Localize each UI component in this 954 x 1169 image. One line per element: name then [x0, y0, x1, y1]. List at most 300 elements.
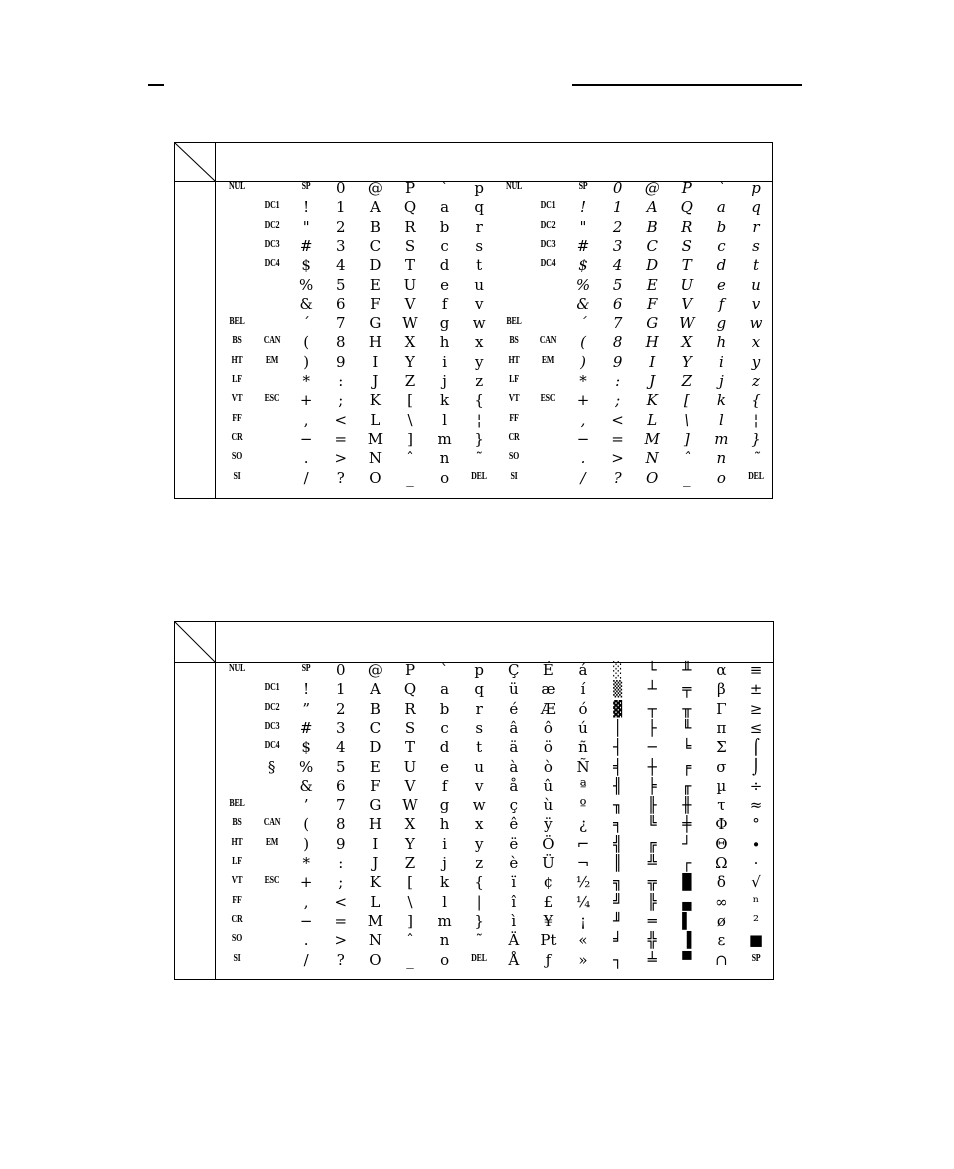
char-cell: a	[440, 680, 450, 699]
char-cell: SI	[233, 951, 241, 964]
char-cell: ¼	[575, 892, 591, 911]
char-cell: 4	[336, 256, 346, 275]
char-cell: ,	[580, 410, 586, 429]
char-cell: ╚	[647, 815, 657, 834]
char-cell: ì	[511, 911, 517, 930]
char-cell: j	[442, 372, 447, 390]
char-cell: :	[338, 372, 344, 390]
char-cell: *	[302, 372, 310, 390]
char-cell: I	[372, 352, 379, 371]
char-cell: NUL	[505, 180, 522, 192]
char-cell: §	[267, 757, 276, 776]
char-cell: ┘	[682, 834, 692, 853]
char-cell: 7	[336, 314, 346, 333]
char-cell: K	[369, 391, 381, 410]
char-cell: └	[647, 661, 657, 679]
char-cell: CAN	[263, 334, 280, 347]
char-cell: F	[370, 776, 381, 795]
char-cell: $	[301, 738, 311, 757]
char-cell: VT	[231, 392, 243, 405]
char-cell: +	[576, 391, 590, 410]
char-cell: SP	[301, 180, 311, 192]
char-cell: #	[576, 236, 590, 255]
char-cell: τ	[717, 796, 726, 815]
char-cell: █	[682, 873, 692, 892]
char-cell: J	[372, 854, 379, 872]
char-cell: N	[368, 931, 382, 950]
char-cell: <	[334, 892, 348, 911]
char-cell: ]	[407, 429, 413, 448]
char-cell: ñ	[578, 738, 588, 757]
char-cell: +	[299, 873, 313, 892]
char-cell: l	[442, 410, 447, 429]
char-cell: DEL	[471, 951, 488, 964]
char-cell: C	[646, 236, 658, 255]
char-cell: B	[369, 217, 381, 236]
char-cell: m	[714, 429, 729, 448]
char-cell: X	[681, 333, 693, 352]
char-cell: D	[369, 256, 382, 275]
char-cell: J	[649, 372, 656, 390]
char-cell: @	[644, 179, 660, 197]
char-cell: \	[407, 892, 413, 911]
char-cell: «	[578, 931, 588, 950]
char-cell: l	[442, 892, 447, 911]
char-cell: }	[751, 429, 761, 448]
char-cell: j	[442, 854, 447, 872]
char-cell: û	[543, 776, 554, 795]
char-cell: 8	[336, 333, 346, 352]
char-cell: (	[303, 815, 310, 834]
char-cell: v	[751, 294, 761, 313]
char-cell: ¡	[579, 911, 587, 930]
char-cell: /	[580, 468, 586, 487]
char-cell: >	[334, 931, 348, 950]
char-cell: NUL	[228, 662, 246, 674]
char-cell: 3	[336, 718, 346, 737]
char-cell: ;	[338, 873, 344, 892]
char-cell: /	[303, 950, 309, 969]
char-cell: ╩	[647, 854, 657, 872]
char-cell: D	[369, 738, 382, 757]
char-cell: Ä	[508, 931, 520, 950]
char-cell: Φ	[715, 815, 728, 834]
char-cell: ε	[717, 931, 726, 950]
char-cell: Y	[405, 834, 415, 853]
char-cell: BEL	[506, 315, 522, 328]
char-cell: Z	[681, 372, 693, 390]
char-cell: ∞	[715, 892, 728, 911]
char-cell: ¦	[476, 410, 482, 429]
char-cell: ;	[615, 391, 621, 410]
char-cell: V	[404, 776, 416, 795]
char-cell: G	[646, 314, 659, 333]
char-cell: O	[369, 950, 382, 969]
character-code-table-1	[174, 142, 773, 499]
char-cell: f	[441, 776, 448, 795]
char-cell: Ñ	[576, 757, 590, 776]
char-cell: ▄	[682, 892, 692, 911]
char-cell: EM	[265, 835, 278, 848]
char-cell: 8	[612, 333, 623, 352]
char-cell: r	[752, 217, 760, 236]
char-cell: G	[369, 796, 382, 815]
char-cell: t	[752, 256, 760, 275]
char-cell: │	[613, 718, 623, 737]
char-cell: ┴	[647, 680, 657, 699]
char-cell: t	[476, 256, 483, 275]
char-cell: V	[404, 294, 416, 313]
char-cell: >	[334, 449, 348, 468]
char-cell: ö	[543, 738, 553, 757]
char-cell: E	[369, 275, 381, 294]
char-cell: SP	[751, 951, 761, 964]
char-cell: o	[440, 468, 450, 487]
char-cell: y	[751, 352, 761, 371]
char-cell: i	[718, 352, 724, 371]
char-cell: CR	[508, 430, 520, 443]
char-cell: `	[440, 661, 449, 679]
char-cell: d	[716, 256, 727, 275]
char-cell: ∩	[715, 950, 728, 969]
char-cell: a	[440, 198, 450, 217]
char-cell: U	[680, 275, 694, 294]
char-cell: z	[475, 372, 484, 390]
char-cell: ¿	[578, 815, 588, 834]
char-cell: 5	[612, 275, 623, 294]
char-cell: f	[718, 294, 725, 313]
char-cell: 7	[612, 314, 623, 333]
char-cell: .	[580, 449, 586, 468]
char-cell: ]	[683, 429, 690, 448]
char-cell: $	[301, 256, 311, 275]
char-cell: =	[611, 429, 624, 448]
char-cell: ■	[748, 931, 764, 950]
char-cell: ò	[543, 757, 553, 776]
char-cell: HT	[231, 353, 243, 366]
char-cell: k	[716, 391, 726, 410]
char-cell: H	[368, 333, 382, 352]
char-cell: ÿ	[544, 815, 553, 834]
char-cell: F	[370, 294, 381, 313]
char-cell: ˆ	[406, 449, 414, 468]
char-cell: n	[716, 449, 727, 468]
char-cell: VT	[508, 392, 520, 405]
char-cell: b	[439, 699, 450, 718]
char-cell: o	[716, 468, 726, 487]
char-cell: ─	[647, 738, 657, 757]
char-cell: É	[542, 661, 554, 679]
char-cell: ╖	[613, 796, 623, 815]
char-cell: %	[299, 757, 314, 776]
char-cell: ˆ	[406, 931, 414, 950]
char-cell: p	[474, 661, 484, 679]
char-cell: 7	[336, 796, 346, 815]
char-cell: e	[440, 275, 450, 294]
char-cell: ≥	[749, 699, 763, 718]
char-cell: º	[579, 796, 587, 815]
char-cell: @	[367, 661, 383, 679]
char-cell: ?	[336, 950, 345, 969]
char-cell: DEL	[748, 469, 764, 482]
char-cell: <	[334, 410, 348, 429]
char-cell: X	[404, 333, 416, 352]
char-cell: o	[440, 950, 450, 969]
char-cell: ¥	[543, 911, 554, 930]
char-cell: ²	[752, 911, 759, 930]
char-cell: h	[439, 333, 450, 352]
char-cell: ▌	[682, 911, 692, 930]
char-cell: æ	[541, 680, 556, 699]
char-cell: á	[578, 661, 588, 679]
char-cell: FF	[509, 411, 519, 424]
char-cell: ╕	[613, 815, 623, 834]
char-cell: ?	[336, 468, 345, 487]
char-cell: C	[369, 718, 382, 737]
char-cell: Q	[403, 198, 417, 217]
char-cell: ´	[579, 314, 587, 333]
char-cell: BEL	[229, 315, 245, 328]
char-cell: W	[679, 314, 695, 333]
char-cell: ┐	[613, 950, 623, 969]
char-cell: ƒ	[545, 950, 552, 969]
char-cell: ½	[575, 873, 591, 892]
char-cell: 1	[612, 198, 623, 217]
char-cell: L	[370, 410, 381, 429]
char-cell: DC4	[541, 257, 556, 270]
char-cell: e	[440, 757, 450, 776]
char-cell: 9	[336, 352, 346, 371]
char-cell: FF	[232, 411, 242, 424]
char-cell: ó	[578, 699, 588, 718]
char-cell: y	[474, 834, 484, 853]
char-cell: R	[404, 699, 416, 718]
char-cell: k	[440, 873, 450, 892]
char-cell: q	[751, 198, 761, 217]
char-cell: W	[402, 796, 418, 815]
char-cell: &	[299, 776, 313, 795]
char-cell: }	[474, 911, 484, 930]
char-cell: ∙	[752, 834, 760, 853]
char-cell: `	[717, 179, 726, 197]
char-cell: 2	[612, 217, 623, 236]
char-cell: P	[681, 179, 692, 197]
char-cell: NUL	[228, 180, 246, 192]
char-cell: ╪	[682, 815, 692, 834]
char-cell: w	[472, 796, 486, 815]
char-cell: s	[475, 718, 484, 737]
char-cell: Z	[404, 372, 416, 390]
table-corner-diagonal	[175, 622, 215, 662]
char-cell: !	[303, 680, 310, 699]
char-cell: I	[372, 834, 379, 853]
char-cell: .	[303, 931, 309, 950]
char-cell: :	[615, 372, 621, 390]
char-cell: ¦	[753, 410, 759, 429]
char-cell: }	[474, 429, 484, 448]
char-cell: Ö	[542, 834, 555, 853]
char-cell: )	[580, 352, 586, 371]
char-cell: N	[368, 449, 382, 468]
char-cell: ”	[302, 699, 311, 718]
char-cell: {	[474, 873, 484, 892]
char-cell: Σ	[716, 738, 727, 757]
char-cell: u	[474, 275, 485, 294]
char-cell: BS	[232, 816, 242, 829]
char-cell: N	[645, 449, 659, 468]
char-cell: S	[404, 718, 416, 737]
char-cell: ü	[508, 680, 519, 699]
char-cell: i	[442, 352, 447, 371]
char-cell: ▓	[613, 699, 623, 718]
char-cell: .	[303, 449, 309, 468]
char-cell: x	[474, 815, 484, 834]
char-cell: *	[579, 372, 587, 390]
char-cell: P	[404, 179, 416, 197]
char-cell: ╡	[613, 757, 623, 776]
table-column-line	[215, 622, 216, 979]
char-cell: ╤	[682, 680, 692, 699]
char-cell: ,	[303, 410, 309, 429]
char-cell: ╗	[613, 873, 623, 892]
char-cell: ╛	[613, 931, 623, 950]
char-cell: £	[543, 892, 554, 911]
char-cell: \	[684, 410, 690, 429]
char-cell: HT	[231, 835, 243, 848]
char-cell: DC4	[264, 739, 279, 752]
char-cell: n	[439, 449, 450, 468]
char-cell: DC3	[264, 237, 279, 250]
char-cell: ú	[578, 718, 588, 737]
char-cell: S	[404, 236, 416, 255]
char-cell: =	[334, 429, 348, 448]
char-cell: CR	[231, 912, 243, 925]
char-cell: ╠	[647, 892, 657, 911]
char-cell: í	[580, 680, 586, 699]
char-cell: SO	[508, 450, 519, 463]
char-cell: R	[404, 217, 416, 236]
char-cell: Θ	[715, 834, 728, 853]
char-cell: HT	[508, 353, 520, 366]
char-cell: R	[681, 217, 693, 236]
char-cell: #	[299, 718, 313, 737]
char-cell: ╘	[682, 738, 692, 757]
char-cell: −	[299, 911, 313, 930]
char-cell: [	[407, 391, 413, 410]
char-cell: 0	[336, 179, 346, 197]
char-cell: ⁿ	[752, 892, 760, 911]
char-cell: T	[681, 256, 692, 275]
char-cell: ┼	[647, 757, 657, 776]
char-cell: ¬	[576, 854, 590, 872]
char-cell: ╔	[647, 834, 657, 853]
char-cell: ?	[613, 468, 622, 487]
char-cell: δ	[716, 873, 726, 892]
char-cell: r	[475, 699, 483, 718]
char-cell: 0	[612, 179, 623, 197]
char-cell: |	[476, 892, 482, 911]
char-cell: s	[475, 236, 484, 255]
char-cell: )	[303, 834, 310, 853]
char-cell: ë	[509, 834, 519, 853]
char-cell: l	[718, 410, 724, 429]
char-cell: 6	[336, 776, 346, 795]
char-cell: O	[646, 468, 659, 487]
char-cell: {	[751, 391, 761, 410]
char-cell: SI	[233, 469, 241, 482]
char-cell: F	[646, 294, 658, 313]
char-cell: ░	[613, 661, 623, 679]
char-cell: O	[369, 468, 382, 487]
char-cell: ╣	[613, 834, 623, 853]
char-cell: "	[302, 217, 310, 236]
char-cell: ▀	[682, 950, 692, 969]
char-cell: ╞	[647, 776, 657, 795]
char-cell: g	[439, 314, 450, 333]
char-cell: 3	[612, 236, 623, 255]
char-cell: K	[646, 391, 658, 410]
char-cell: ≡	[749, 661, 763, 679]
char-cell: b	[439, 217, 450, 236]
char-cell: d	[439, 738, 450, 757]
char-cell: DC1	[541, 199, 556, 212]
char-cell: _	[406, 468, 414, 487]
char-cell: h	[716, 333, 727, 352]
char-cell: %	[299, 275, 314, 294]
char-cell: ╨	[682, 661, 692, 679]
char-cell: ï	[511, 873, 517, 892]
char-cell: ╝	[613, 892, 623, 911]
char-cell: E	[369, 757, 381, 776]
char-cell: Q	[403, 680, 417, 699]
char-cell: ⌡	[752, 757, 760, 776]
char-cell: 2	[336, 699, 346, 718]
char-cell: e	[716, 275, 726, 294]
char-cell: T	[404, 256, 415, 275]
char-cell: q	[474, 680, 484, 699]
char-cell: c	[440, 236, 449, 255]
char-cell: y	[474, 352, 484, 371]
char-cell: 1	[336, 198, 346, 217]
char-cell: _	[406, 950, 414, 969]
char-cell: EM	[265, 353, 278, 366]
char-cell: ª	[579, 776, 587, 795]
char-cell: σ	[716, 757, 727, 776]
char-cell: @	[367, 179, 383, 197]
char-cell: ±	[749, 680, 763, 699]
char-cell: ä	[509, 738, 519, 757]
header-rule-right	[572, 84, 802, 86]
char-cell: å	[509, 776, 519, 795]
char-cell: Q	[680, 198, 693, 217]
char-cell: j	[719, 372, 724, 390]
char-cell: L	[370, 892, 381, 911]
char-cell: 6	[612, 294, 623, 313]
char-cell: H	[645, 333, 659, 352]
char-cell: w	[749, 314, 763, 333]
char-cell: ╥	[682, 699, 692, 718]
char-cell: n	[439, 931, 450, 950]
char-cell: ▐	[682, 931, 692, 950]
char-cell: L	[647, 410, 658, 429]
character-code-table-2	[174, 621, 774, 980]
char-cell: é	[509, 699, 519, 718]
char-cell: \	[407, 410, 413, 429]
header-rule-left	[148, 84, 164, 86]
char-cell: u	[751, 275, 761, 294]
char-cell: ╒	[682, 757, 692, 776]
char-cell: ≈	[749, 796, 763, 815]
